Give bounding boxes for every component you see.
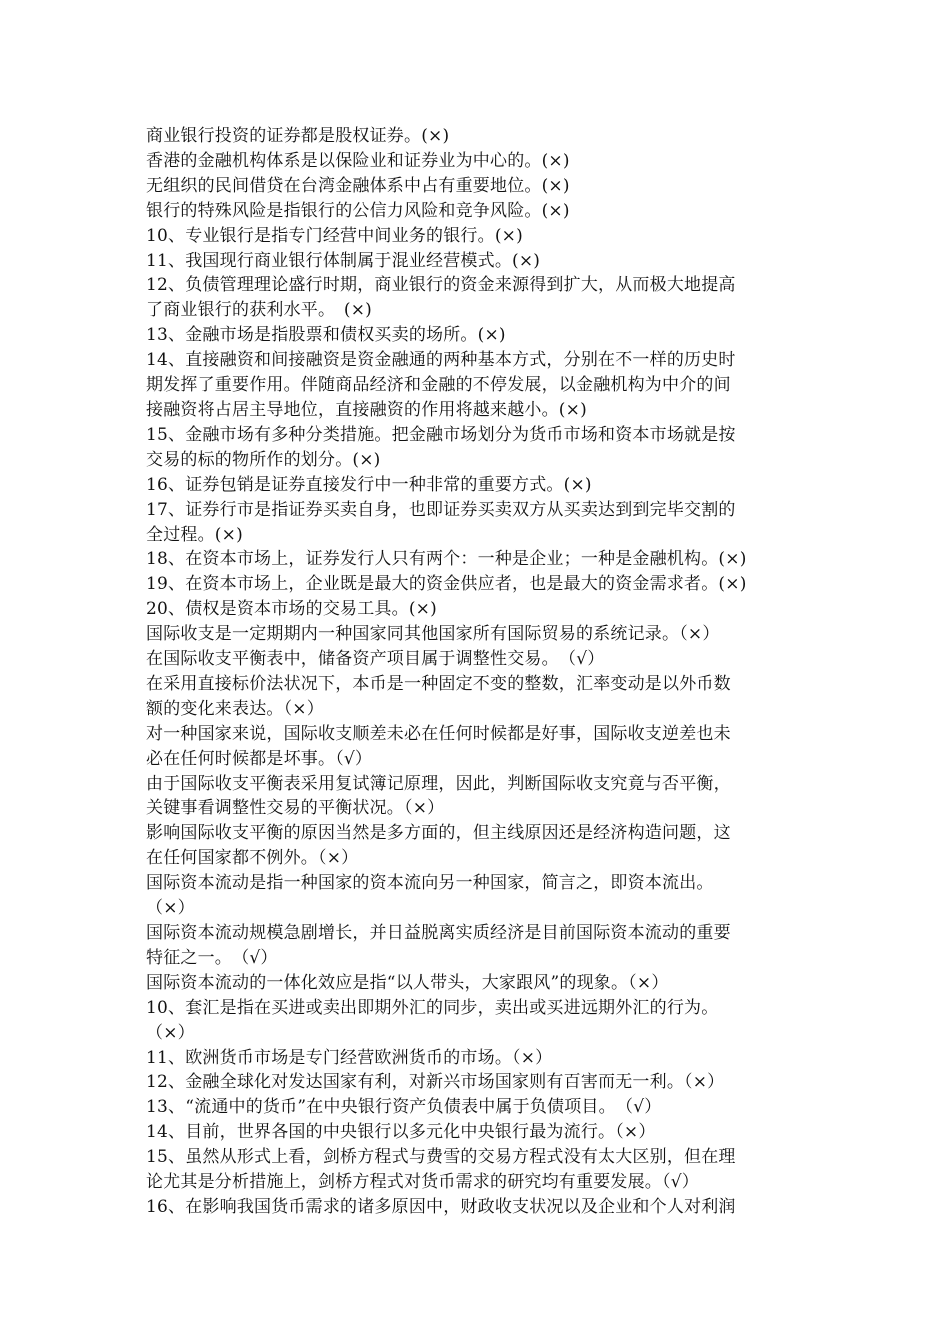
text-line: 14、直接融资和间接融资是资金融通的两种基本方式，分别在不一样的历史时 bbox=[146, 350, 736, 371]
text-line: 国际资本流动规模急剧增长，并日益脱离实质经济是目前国际资本流动的重要 bbox=[146, 923, 731, 943]
text-line: 在采用直接标价法状况下，本币是一种固定不变的整数，汇率变动是以外币数 bbox=[146, 673, 731, 694]
text-line: 交易的标的物所作的划分。(×) bbox=[146, 449, 381, 470]
text-line: （×） bbox=[146, 1022, 195, 1043]
text-line: 关键事看调整性交易的平衡状况。（×） bbox=[146, 798, 445, 819]
text-line: 10、套汇是指在买进或卖出即期外汇的同步，卖出或买进远期外汇的行为。 bbox=[146, 997, 719, 1018]
text-line: 论尤其是分析措施上，剑桥方程式对货币需求的研究均有重要发展。（√） bbox=[146, 1172, 699, 1193]
document-body bbox=[146, 124, 808, 1220]
text-line: 13、金融市场是指股票和债权买卖的场所。(×) bbox=[146, 325, 506, 346]
text-line: 必在任何时候都是坏事。（√） bbox=[146, 748, 373, 769]
text-line: 13、“流通中的货币”在中央银行资产负债表中属于负债项目。 （√） bbox=[146, 1097, 662, 1118]
text-line: 银行的特殊风险是指银行的公信力风险和竞争风险。(×) bbox=[146, 200, 570, 221]
text-line: 期发挥了重要作用。伴随商品经济和金融的不停发展，以金融机构为中介的间 bbox=[146, 375, 731, 396]
text-line: （×） bbox=[146, 898, 195, 919]
text-line: 国际资本流动的一体化效应是指“以人带头，大家跟风”的现象。（×） bbox=[146, 972, 669, 993]
text-line: 商业银行投资的证券都是股权证券。(×) bbox=[146, 126, 450, 146]
text-line: 接融资将占居主导地位，直接融资的作用将越来越小。(×) bbox=[146, 399, 587, 420]
text-line: 10、专业银行是指专门经营中间业务的银行。(×) bbox=[146, 225, 523, 246]
text-line: 在国际收支平衡表中，储备资产项目属于调整性交易。 （√） bbox=[146, 649, 605, 670]
text-line: 14、目前，世界各国的中央银行以多元化中央银行最为流行。（×） bbox=[146, 1122, 656, 1143]
text-line: 全过程。(×) bbox=[146, 524, 243, 545]
text-line: 影响国际收支平衡的原因当然是多方面的，但主线原因还是经济构造问题，这 bbox=[146, 823, 731, 844]
text-line: 20、债权是资本市场的交易工具。(×) bbox=[146, 599, 437, 620]
text-line: 12、金融全球化对发达国家有利，对新兴市场国家则有百害而无一利。（×） bbox=[146, 1072, 725, 1093]
text-line: 11、我国现行商业银行体制属于混业经营模式。(×) bbox=[146, 250, 541, 271]
text-line: 国际收支是一定期期内一种国家同其他国家所有国际贸易的系统记录。（×） bbox=[146, 624, 720, 645]
text-line: 16、在影响我国货币需求的诸多原因中，财政收支状况以及企业和个人对利润 bbox=[146, 1196, 736, 1217]
text-line: 了商业银行的获利水平。 (×) bbox=[146, 300, 373, 321]
text-line: 15、金融市场有多种分类措施。把金融市场划分为货币市场和资本市场就是按 bbox=[146, 424, 736, 445]
text-line: 香港的金融机构体系是以保险业和证券业为中心的。(×) bbox=[146, 150, 570, 171]
text-line: 19、在资本市场上，企业既是最大的资金供应者，也是最大的资金需求者。(×) bbox=[146, 574, 747, 595]
text-line: 16、证券包销是证券直接发行中一种非常的重要方式。(×) bbox=[146, 474, 592, 495]
text-line: 15、虽然从形式上看，剑桥方程式与费雪的交易方程式没有太大区别，但在理 bbox=[146, 1147, 736, 1168]
text-line: 特征之一。 （√） bbox=[146, 947, 278, 968]
text-line: 11、欧洲货币市场是专门经营欧洲货币的市场。（×） bbox=[146, 1047, 553, 1068]
text-line: 17、证券行市是指证券买卖自身，也即证券买卖双方从买卖达到到完毕交割的 bbox=[146, 499, 736, 520]
text-line: 12、负债管理理论盛行时期，商业银行的资金来源得到扩大，从而极大地提高 bbox=[146, 275, 736, 296]
text-line: 在任何国家都不例外。（×） bbox=[146, 848, 359, 869]
text-line: 由于国际收支平衡表采用复试簿记原理，因此，判断国际收支究竟与否平衡， bbox=[146, 773, 731, 794]
text-line: 国际资本流动是指一种国家的资本流向另一种国家，简言之，即资本流出。 bbox=[146, 873, 714, 894]
text-line: 18、在资本市场上，证券发行人只有两个：一种是企业；一种是金融机构。(×) bbox=[146, 549, 747, 570]
text-line: 无组织的民间借贷在台湾金融体系中占有重要地位。(×) bbox=[146, 175, 570, 196]
text-line: 对一种国家来说，国际收支顺差未必在任何时候都是好事，国际收支逆差也未 bbox=[146, 723, 731, 744]
text-line: 额的变化来表达。（×） bbox=[146, 698, 324, 719]
